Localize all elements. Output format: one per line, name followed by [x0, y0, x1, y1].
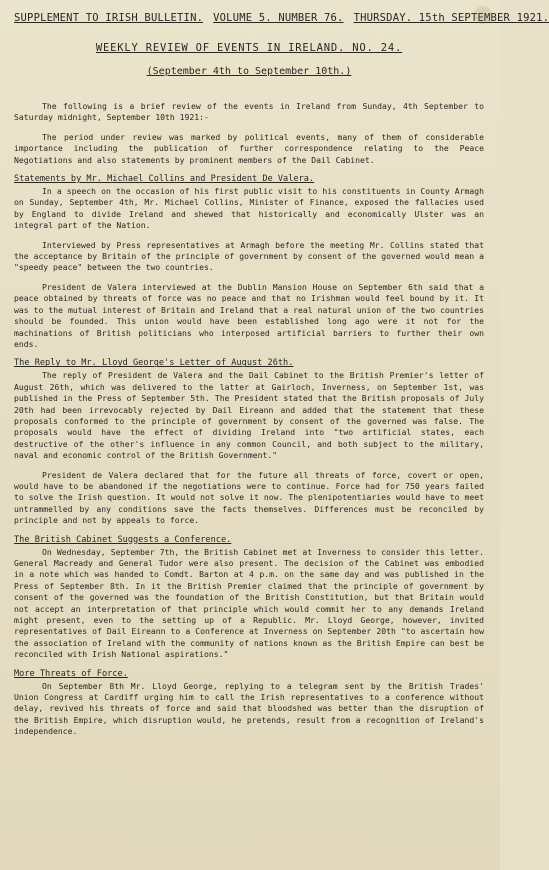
date-range: (September 4th to September 10th.)	[146, 66, 352, 77]
body-paragraph: Interviewed by Press representatives at Armagh before the meeting Mr. Collins stated that the acceptance by Britain of the principle of government by consent of the governed would mean a "speedy peace" between the two countries.	[14, 239, 484, 273]
section-heading: The British Cabinet Suggests a Conference.	[14, 534, 232, 545]
body-paragraph: President de Valera interviewed at the Dublin Mansion House on September 6th said that a peace obtained by threats of force was no peace and that no Irishman would feel bound by it. It was to the mutual interest of Britain and Ireland that a real natural union of the two countries should be founded. This union would have been established long ago were it not for the machinations of British politicians who interposed artificial barriers to further their own ends.	[14, 281, 484, 349]
section-heading: Statements by Mr. Michael Collins and President De Valera.	[14, 174, 315, 185]
header-volume: VOLUME 5. NUMBER 76.	[213, 12, 344, 24]
intro-paragraph: The period under review was marked by political events, many of them of considerable importance including the publication of further correspondence relating to the Peace Negotiations and also statements by prominent members of the Dail Cabinet.	[14, 131, 484, 165]
header-supplement: SUPPLEMENT TO IRISH BULLETIN.	[14, 12, 204, 24]
body-paragraph: The reply of President de Valera and the Dail Cabinet to the British Premier's letter of August 26th, which was delivered to the latter at Gairloch, Inverness, on September 1st, was published in the Press of September 5th. The President stated that the British proposals of July 20th had been irrevocably rejected by Dail Eireann and added that the statement that these proposals conformed to the principle of government by consent of the governed was false. The proposals would have the effect of dividing Ireland into "two artificial states, each destructive of the other's influence in any common Council, and both subject to the military, naval and economic control of the British Government."	[14, 370, 484, 461]
body-paragraph: On Wednesday, September 7th, the British Cabinet met at Inverness to consider this letter. General Macready and General Tudor were also present. The decision of the Cabinet was embodied in a note which was handed to Comdt. Barton at 4 p.m. on the same day and was published in the Press of September 8th. In it the British Premier claimed that the principle of government by consent of the governed was the foundation of the British Constitution, but that Britain would not accept an interpretation of that principle which would commit her to any demands Ireland might present, even to the setting up of a Republic. Mr. Lloyd George, however, invited representatives of Dail Eireann to a Conference at Inverness on September 20th "to ascertain how the association of Ireland with the community of nations known as the British Empire can best be reconciled with Irish National aspirations."	[14, 546, 484, 660]
section-heading: More Threats of Force.	[14, 668, 128, 679]
page-title: WEEKLY REVIEW OF EVENTS IN IRELAND. NO. 24.	[95, 42, 403, 54]
bulletin-header	[14, 12, 549, 24]
section-heading: The Reply to Mr. Lloyd George's Letter of August 26th.	[14, 358, 294, 369]
body-paragraph: In a speech on the occasion of his first public visit to his constituents in County Armagh on Sunday, September 4th, Mr. Michael Collins, Minister of Finance, exposed the fallacies used by England to divide Ireland and shewed that historically and economically Ulster was an integral part of the Nation.	[14, 186, 484, 231]
paper-stain	[474, 6, 492, 24]
body-paragraph: On September 8th Mr. Lloyd George, replying to a telegram sent by the British Trades' Union Congress at Cardiff urging him to call the Irish representatives to a conference without delay, revived his threats of force and said that bloodshed was better than the disruption of the British Empire, which disruption would, he pretends, result from a recognition of Ireland's independence.	[14, 680, 484, 737]
body-paragraph: President de Valera declared that for the future all threats of force, covert or open, would have to be abandoned if the negotiations were to continue. Force had for 750 years failed to solve the Irish question. It would not solve it now. The plenipotentiaries would have to meet untrammelled by any conditions save the facts themselves. Differences must be reconciled by principle and not by appeals to force.	[14, 469, 484, 526]
header-date: THURSDAY. 15th SEPTEMBER 1921.	[353, 12, 549, 24]
intro-paragraph: The following is a brief review of the events in Ireland from Sunday, 4th September to Saturday midnight, September 10th 1921:-	[14, 101, 484, 123]
